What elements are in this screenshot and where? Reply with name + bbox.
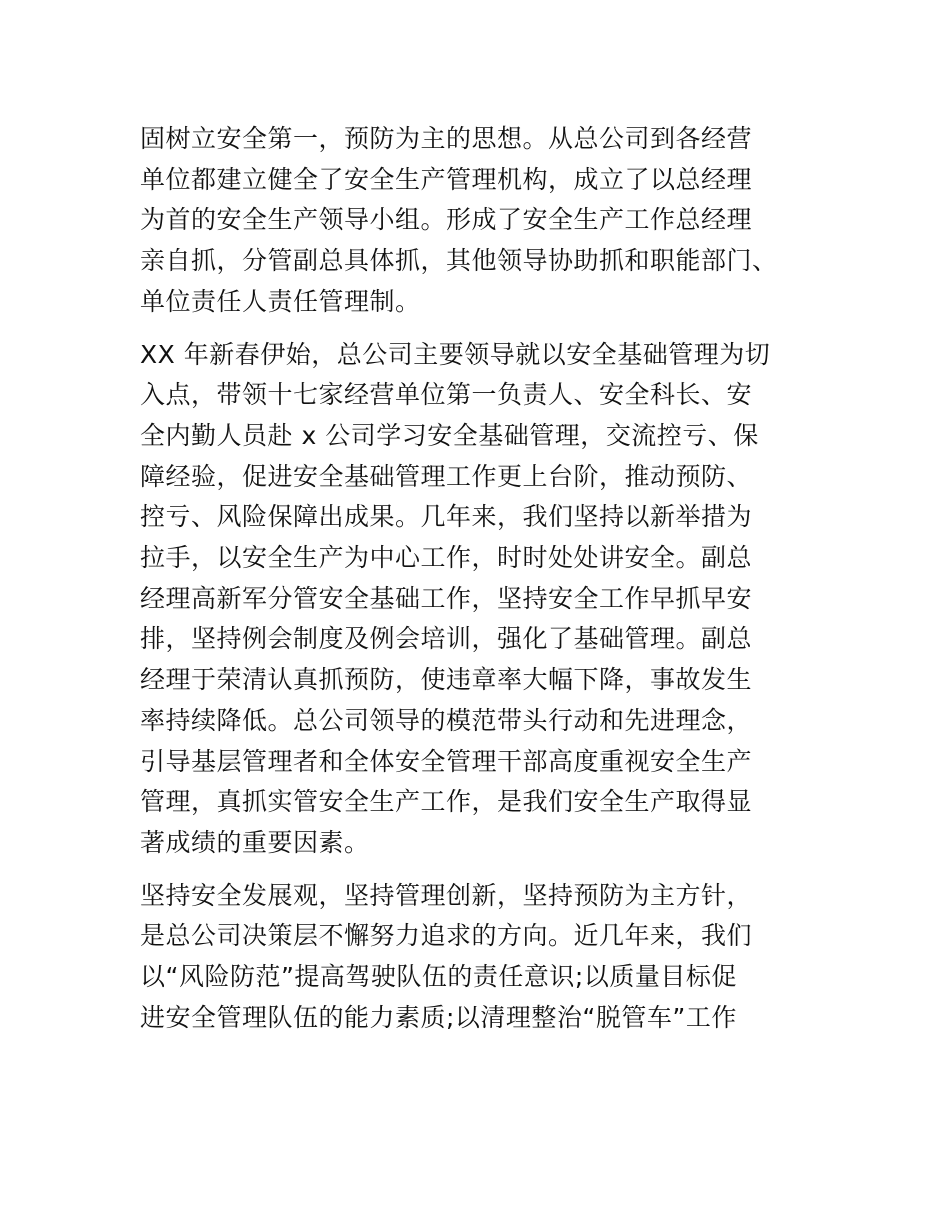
text-line: 是总公司决策层不懈努力追求的方向。近几年来，我们 [140, 921, 753, 951]
text-line: 固树立安全第一，预防为主的思想。从总公司到各经营 [140, 124, 753, 153]
paragraph-1 [140, 119, 812, 323]
text-line: XX 年新春伊始，总公司主要领导就以安全基础管理为切 [140, 339, 771, 369]
paragraph-2 [140, 335, 812, 864]
text-line: 坚持安全发展观，坚持管理创新，坚持预防为主方针， [140, 880, 753, 910]
text-line: 控亏、风险保障出成果。几年来，我们坚持以新举措为 [140, 502, 753, 532]
text-line: 率持续降低。总公司领导的模范带头行动和先进理念， [140, 705, 753, 735]
text-line: 以“风险防范”提高驾驶队伍的责任意识;以质量目标促 [140, 962, 737, 992]
text-line: 全内勤人员赴 x 公司学习安全基础管理，交流控亏、保 [140, 420, 759, 450]
text-line: 障经验，促进安全基础管理工作更上台阶，推动预防、 [140, 461, 753, 491]
text-line: 经理于荣清认真抓预防，使违章率大幅下降，事故发生 [140, 665, 753, 695]
text-line: 排，坚持例会制度及例会培训，强化了基础管理。副总 [140, 624, 753, 654]
text-line: 引导基层管理者和全体安全管理干部高度重视安全生产 [140, 746, 753, 776]
text-line: 为首的安全生产领导小组。形成了安全生产工作总经理 [140, 205, 753, 235]
text-line: 进安全管理队伍的能力素质;以清理整治“脱管车”工作 [140, 1002, 737, 1032]
text-line: 拉手，以安全生产为中心工作，时时处处讲安全。副总 [140, 543, 753, 573]
text-line: 单位都建立健全了安全生产管理机构，成立了以总经理 [140, 164, 753, 194]
text-line: 经理高新军分管安全基础工作，坚持安全工作早抓早安 [140, 583, 753, 613]
text-line: 亲自抓，分管副总具体抓，其他领导协助抓和职能部门、 [140, 246, 778, 276]
text-line: 入点，带领十七家经营单位第一负责人、安全科长、安 [140, 380, 753, 410]
document-body [140, 119, 812, 1050]
text-line: 著成绩的重要因素。 [140, 827, 370, 857]
paragraph-3 [140, 876, 812, 1039]
text-line: 单位责任人责任管理制。 [140, 286, 421, 316]
text-line: 管理，真抓实管安全生产工作，是我们安全生产取得显 [140, 787, 753, 817]
